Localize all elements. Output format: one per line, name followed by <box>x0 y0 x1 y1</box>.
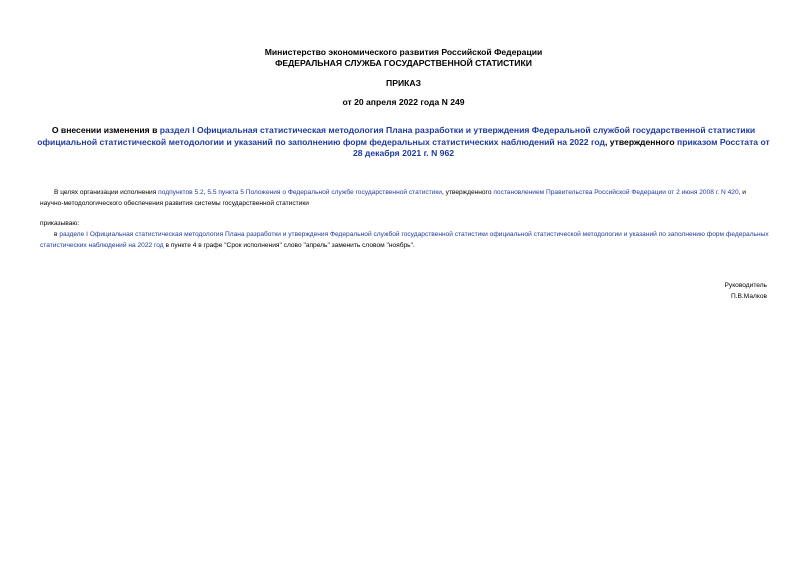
link-government-decree[interactable]: постановлением Правительства Российской Федерации от 2 июня 2008 г. N 420 <box>493 189 739 196</box>
order-paragraph <box>40 229 770 251</box>
link-section-plan[interactable]: разделе I Официальная статистическая методология Плана разработки и утверждения Федеральной службой государственной статистики официальной статистической методологии и указаний по заполнению форм федеральных статистических наблюдений на 2022 год <box>40 231 769 249</box>
title-prefix: О внесении изменения в <box>51 125 160 135</box>
document-title <box>36 125 771 160</box>
title-middle: , утвержденного <box>605 136 678 147</box>
document-type: ПРИКАЗ <box>386 78 421 88</box>
preamble-paragraph <box>40 187 770 209</box>
link-regulation[interactable]: 5.5 пункта 5 Положения о Федеральной службе государственной статистики <box>207 189 442 196</box>
title-link-section[interactable]: раздел I Официальная статистическая методология Плана разработки и утверждения Федеральной службой государственной статистики официальной статистической методологии и указаний по заполнению форм федеральных статистических наблюдений на 2022 год <box>37 125 756 147</box>
document-date-number: от 20 апреля 2022 года N 249 <box>342 97 465 107</box>
signature-name: П.В.Малков <box>730 293 767 300</box>
signature-position: Руководитель <box>724 282 767 289</box>
order-text-1: в <box>54 231 60 238</box>
preamble-text-1: В целях организации исполнения <box>54 189 159 196</box>
link-subpoints[interactable]: подпунктов 5.2 <box>158 189 204 196</box>
preamble-text-3: , утвержденного <box>441 189 494 196</box>
preamble-text-2: , <box>203 189 208 196</box>
preamble-text-4: , и научно-методологического обеспечения развития системы государственной статистики <box>40 189 746 207</box>
title-link-order[interactable]: приказом Росстата от 28 декабря 2021 г. N 962 <box>352 136 770 158</box>
order-word: приказываю: <box>40 220 80 227</box>
ministry-name: Министерство экономического развития Российской Федерации <box>264 47 543 57</box>
order-text-2: в пункте 4 в графе "Срок исполнения" слово "апрель" заменить словом "ноябрь". <box>163 242 415 249</box>
service-name: ФЕДЕРАЛЬНАЯ СЛУЖБА ГОСУДАРСТВЕННОЙ СТАТИСТИКИ <box>275 58 532 68</box>
